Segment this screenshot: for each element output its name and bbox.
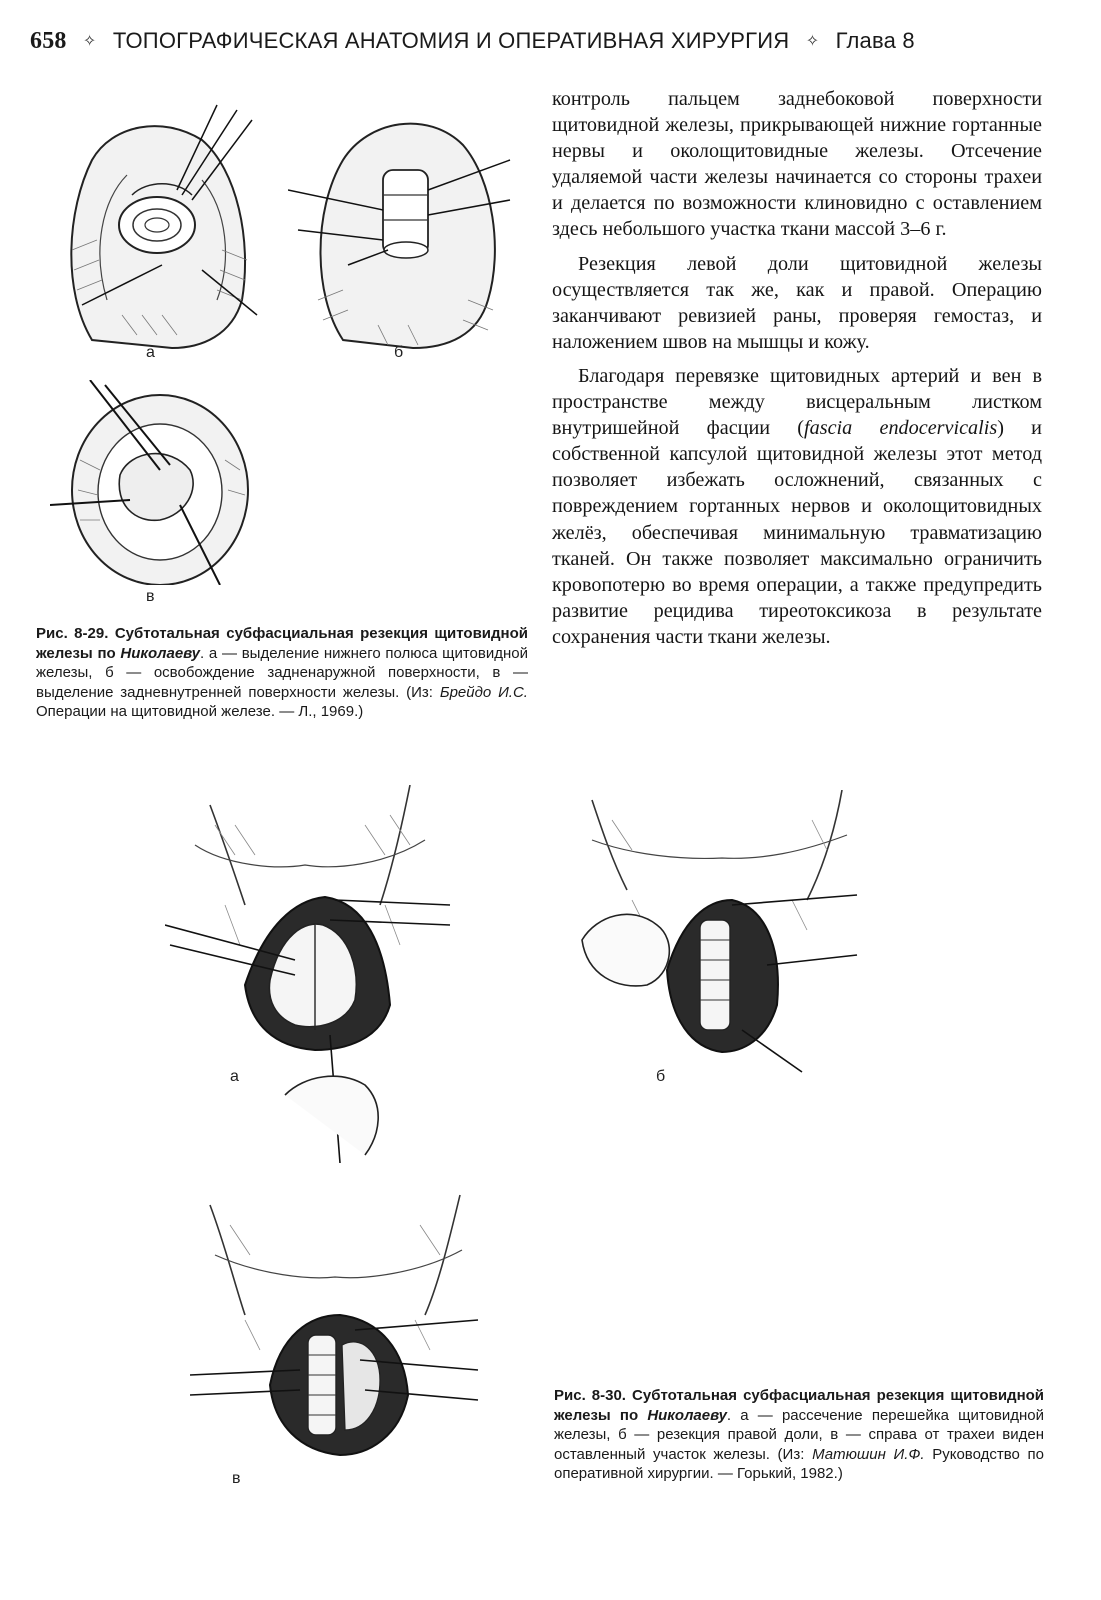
diamond-separator-icon: ✧	[805, 33, 820, 50]
figure-8-30-caption	[554, 1386, 1044, 1484]
latin-term: fascia endocervicalis	[804, 417, 998, 440]
page-number: 658	[30, 28, 67, 54]
source-author: Матюшин И.Ф.	[812, 1445, 925, 1463]
body-text-column	[552, 86, 1042, 658]
paragraph: контроль пальцем заднебоковой поверхности щитовидной железы, прикрывающей нижние гортанные нервы и околощитовидные железы. Отсечение удаляемой части железы начинается со стороны трахеи и делается по возможности клиновидно с оставлением здесь небольшого участка ткани массой 3–6 г.	[552, 88, 1042, 241]
figure-8-29-a-label: а	[146, 344, 155, 361]
figure-8-30-b-label: б	[656, 1068, 666, 1085]
figure-8-30-a-illustration	[165, 785, 455, 1165]
figure-8-30-b-illustration	[572, 790, 862, 1075]
figure-8-29-a-illustration	[52, 100, 262, 350]
source-rest: Операции на щитовидной железе. — Л., 1969.)	[36, 703, 364, 720]
paragraph-text: ) и собственной капсулой щитовидной железы этот метод позволяет избежать осложнений, связанных с повреждением гортанных нервов и околощитовидных желёз, обеспечивая минимальную травматизацию тканей. Он также позволяет максимально ограничить кровопотерю во время операции, а также предупредить развитие рецидива тиреотоксикоза в результате сохранения части ткани железы.	[552, 417, 1042, 648]
figure-8-29-v-illustration	[50, 380, 250, 585]
figure-8-30-v-illustration	[190, 1185, 480, 1485]
figure-8-29-v-label: в	[146, 588, 155, 605]
figure-description: . а — рассечение перешейка щитовидной железы, б — резекция правой доли, в — справа от трахеи виден оставленный участок железы. (Из:	[554, 1406, 1045, 1463]
figure-8-30-v-label: в	[232, 1470, 241, 1487]
figure-8-29-caption	[36, 624, 528, 722]
book-title: ТОПОГРАФИЧЕСКАЯ АНАТОМИЯ И ОПЕРАТИВНАЯ ХИРУРГИЯ	[112, 28, 790, 53]
figure-8-29-b-label: б	[394, 344, 404, 361]
figure-title: Субтотальная субфасциальная резекция щитовидной железы по	[36, 625, 528, 662]
paragraph: Резекция левой доли щитовидной железы осуществляется так же, как и правой. Операцию заканчивают ревизией раны, проверяя гемостаз, и наложением швов на мышцы и кожу.	[552, 252, 1042, 353]
figure-title-author: Николаеву	[647, 1406, 727, 1424]
figure-title: Субтотальная субфасциальная резекция щитовидной железы по	[554, 1387, 1045, 1424]
figure-label: Рис. 8-29.	[36, 625, 109, 642]
figure-8-29-b-illustration	[288, 100, 513, 350]
figure-title-author: Николаеву	[120, 644, 201, 662]
paragraph	[552, 363, 1042, 650]
figure-label: Рис. 8-30.	[554, 1387, 626, 1404]
running-header	[30, 28, 1070, 62]
figure-description: . а — выделение нижнего полюса щитовидной железы, б — освобождение задненаружной поверхности, в — выделение задневнутренней поверхности железы. (Из:	[36, 644, 528, 701]
chapter-label: Глава 8	[835, 28, 915, 53]
diamond-separator-icon: ✧	[82, 33, 97, 50]
figure-8-30-a-label: а	[230, 1068, 239, 1085]
paragraph-text: Благодаря перевязке щитовидных артерий и вен в пространстве между висцеральным листком внутришейной фасции (	[552, 364, 1042, 440]
source-rest: Руководство по оперативной хирургии. — Горький, 1982.)	[554, 1445, 1044, 1482]
source-author: Брейдо И.С.	[439, 683, 528, 701]
